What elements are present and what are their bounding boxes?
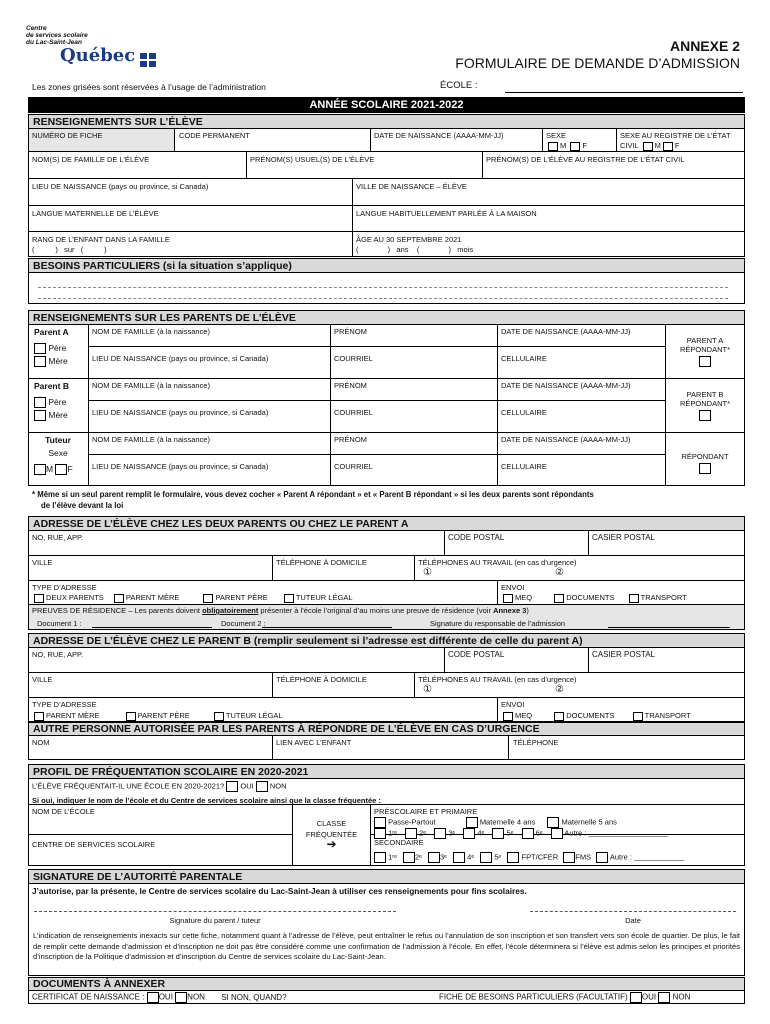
adresse-b-envoi-label: ENVOI xyxy=(501,700,525,709)
adresse-b-casier: CASIER POSTAL xyxy=(592,650,655,659)
adresse-a-type-group xyxy=(29,591,356,605)
lieu-naissance-label: LIEU DE NAISSANCE (pays ou province, si Canada) xyxy=(32,182,209,191)
p1-label: 1ʳᵉ xyxy=(388,828,397,838)
adresse-b-meq-checkbox[interactable] xyxy=(503,712,513,721)
s4-label: 4ᵉ xyxy=(467,852,475,862)
parent-a-pere-label: Père xyxy=(48,343,67,353)
parent-b-lieu-label: LIEU DE NAISSANCE (pays ou province, si Canada) xyxy=(92,408,269,417)
adresse-a-meq-label: MEQ xyxy=(515,593,533,602)
preuves-annexe: Annexe 3 xyxy=(493,606,527,615)
passe-partout-label: Passe-Partout xyxy=(388,817,436,827)
preuves-part1: PREUVES DE RÉSIDENCE – Les parents doivent xyxy=(32,606,203,615)
autre-primaire-checkbox[interactable] xyxy=(551,828,563,839)
adresse-b-documents-checkbox[interactable] xyxy=(554,712,564,721)
s1-label: 1ʳᵉ xyxy=(388,852,397,862)
adresse-b-code-postal: CODE POSTAL xyxy=(448,650,505,659)
adresse-b-pere-label: PARENT PÈRE xyxy=(137,711,190,720)
adresse-a-documents-checkbox[interactable] xyxy=(554,594,564,603)
preuves-part2: présenter à l’école l’original d’au moins une preuve de résidence (voir xyxy=(258,606,494,615)
mat4-label: Maternelle 4 ans xyxy=(479,817,536,827)
sexe-m-checkbox[interactable] xyxy=(548,142,558,151)
parent-a-repondant-checkbox[interactable] xyxy=(699,356,711,367)
tuteur-sexe-group xyxy=(31,462,76,477)
signature-autorise: J’autorise, par la présente, le Centre de services scolaire du Lac-Saint-Jean à utiliser ces renseignements pour fins scolaires. xyxy=(32,886,527,896)
sexe-registre-group xyxy=(617,129,745,153)
p5-checkbox[interactable] xyxy=(492,828,504,839)
autre-tel-label: TÉLÉPHONE xyxy=(513,738,559,747)
age-group xyxy=(353,233,476,257)
p2-label: 2ᵉ xyxy=(419,828,427,838)
tuteur-courriel-label: COURRIEL xyxy=(334,462,373,471)
profil-question-label: L’ÉLÈVE FRÉQUENTAIT-IL UNE ÉCOLE EN 2020-2021? xyxy=(32,781,225,791)
rang-group xyxy=(29,233,173,257)
documents-title: DOCUMENTS À ANNEXER xyxy=(28,977,745,991)
p6-label: 6ᵉ xyxy=(535,828,543,838)
fleurdelise-icon xyxy=(140,53,156,67)
certificat-non-checkbox[interactable] xyxy=(175,992,187,1003)
registre-f-label: F xyxy=(674,141,680,150)
adresse-b-c2: ② xyxy=(555,684,564,695)
adresse-a-tel-travail: TÉLÉPHONES AU TRAVAIL (en cas d’urgence) xyxy=(418,558,577,567)
parent-b-repondant-checkbox[interactable] xyxy=(699,410,711,421)
documents-row xyxy=(29,990,290,1005)
parent-b-date-label: DATE DE NAISSANCE (AAAA-MM-JJ) xyxy=(501,381,631,390)
adresse-a-documents-label: DOCUMENTS xyxy=(566,593,615,602)
org-name: Centre de services scolaire du Lac-Saint-Jean xyxy=(26,25,88,46)
parent-a-nom-label: NOM DE FAMILLE (à la naissance) xyxy=(92,327,210,336)
arrow-icon: ➔ xyxy=(326,837,337,851)
p4-label: 4ᵉ xyxy=(477,828,485,838)
tuteur-cellulaire-label: CELLULAIRE xyxy=(501,462,547,471)
profil-oui-label: OUI xyxy=(240,781,254,791)
adresse-b-type-group xyxy=(29,709,286,723)
adresse-b-documents-label: DOCUMENTS xyxy=(566,711,615,720)
s1-checkbox[interactable] xyxy=(374,852,386,863)
numero-fiche-field[interactable] xyxy=(29,129,174,151)
profil-title: PROFIL DE FRÉQUENTATION SCOLAIRE EN 2020-2021 xyxy=(28,764,745,779)
adresse-b-pere-checkbox[interactable] xyxy=(126,712,136,721)
profil-centre: CENTRE DE SERVICES SCOLAIRE xyxy=(32,840,156,849)
autre-lien-label: LIEN AVEC L’ENFANT xyxy=(276,738,352,747)
adresse-b-no-rue: NO, RUE, APP. xyxy=(32,650,84,659)
adresse-a-title: ADRESSE DE L’ÉLÈVE CHEZ LES DEUX PARENTS OU CHEZ LE PARENT A xyxy=(28,516,745,531)
parent-a-lieu-label: LIEU DE NAISSANCE (pays ou province, si Canada) xyxy=(92,354,269,363)
doc2-label: Document 2 : xyxy=(221,619,266,628)
preuves-oblig: obligatoirement xyxy=(202,606,259,615)
fiche-non-label: NON xyxy=(672,992,691,1002)
autre-title: AUTRE PERSONNE AUTORISÉE PAR LES PARENTS À RÉPONDRE DE L’ÉLÈVE EN CAS D’URGENCE xyxy=(28,722,745,736)
adresse-a-transport-checkbox[interactable] xyxy=(629,594,639,603)
parent-a-cellulaire-label: CELLULAIRE xyxy=(501,354,547,363)
besoins-box[interactable] xyxy=(28,272,745,304)
signature-date-label: Date xyxy=(625,916,641,925)
mat5-label: Maternelle 5 ans xyxy=(561,817,617,827)
parent-a-mere-checkbox[interactable] xyxy=(34,356,46,367)
parent-b-courriel-label: COURRIEL xyxy=(334,408,373,417)
parents-title: RENSEIGNEMENTS SUR LES PARENTS DE L’ÉLÈVE xyxy=(28,310,745,325)
p6-checkbox[interactable] xyxy=(522,828,534,839)
s4-checkbox[interactable] xyxy=(453,852,465,863)
numero-fiche-label: NUMÉRO DE FICHE xyxy=(32,131,103,140)
signature-indication: L’indication de renseignements inexacts sur cette fiche, notamment quant à l’adresse de l’élève, peut entraîner le refus ou l’annulation de son inscription et son transfert vers son école de quartier. De plus, le fait de remplir cette demande d’admission et d’inscription ne doit pas être considéré comme une confirmation de l’admission à l’école. En effet, l’école déterminera si l’élève est admis selon les principes et priorités d’inscription de la Politique d’admission et d’inscription du Centre de services scolaire du Lac-Saint-Jean. xyxy=(33,931,740,961)
tuteur-m-label: M xyxy=(46,463,54,474)
adresse-b-mere-checkbox[interactable] xyxy=(34,712,44,721)
tuteur-repondant-label: RÉPONDANT xyxy=(681,452,729,461)
s5-checkbox[interactable] xyxy=(480,852,492,863)
parent-b-label: Parent B xyxy=(34,381,69,391)
adresse-b-envoi-group xyxy=(498,709,694,723)
p5-label: 5ᵉ xyxy=(506,828,514,838)
adresse-b-c1: ① xyxy=(423,684,432,695)
profil-classe: CLASSE FRÉQUENTÉE xyxy=(305,819,358,839)
parent-b-repondant xyxy=(666,388,744,423)
adresse-b-mere-label: PARENT MÈRE xyxy=(46,711,100,720)
rang-label: RANG DE L’ENFANT DANS LA FAMILLE xyxy=(32,235,170,244)
sexe-m-label: M xyxy=(560,141,567,150)
adresse-b-title: ADRESSE DE L’ÉLÈVE CHEZ LE PARENT B (remplir seulement si l’adresse est différente de celle du parent A) xyxy=(28,633,745,648)
registre-f-checkbox[interactable] xyxy=(663,142,673,151)
s3-checkbox[interactable] xyxy=(428,852,440,863)
annexe-label: ANNEXE 2 xyxy=(669,38,740,54)
noms-famille-label: NOM(S) DE FAMILLE DE L’ÉLÈVE xyxy=(32,155,150,164)
profil-prescolaire: PRÉSCOLAIRE ET PRIMAIRE xyxy=(374,807,478,816)
adresse-a-casier: CASIER POSTAL xyxy=(592,533,655,542)
adresse-a-transport-label: TRANSPORT xyxy=(640,593,687,602)
parents-note-line2: de l’élève devant la loi xyxy=(41,501,124,510)
date-naissance-label: DATE DE NAISSANCE (AAAA-MM-JJ) xyxy=(374,131,504,140)
parent-b-cellulaire-label: CELLULAIRE xyxy=(501,408,547,417)
tuteur-lieu-label: LIEU DE NAISSANCE (pays ou province, si Canada) xyxy=(92,462,269,471)
s2-checkbox[interactable] xyxy=(403,852,415,863)
autre-secondaire-checkbox[interactable] xyxy=(596,852,608,863)
parent-b-mere-label: Mère xyxy=(48,410,68,420)
fiche-oui-label: OUI xyxy=(641,992,657,1002)
tuteur-prenom-label: PRÉNOM xyxy=(334,435,367,444)
adresse-b-ville: VILLE xyxy=(32,675,53,684)
signature-resp-label: Signature du responsable de l’admission xyxy=(430,619,566,628)
doc2-field[interactable] xyxy=(262,627,392,628)
langue-maternelle-label: LANGUE MATERNELLE DE L’ÉLÈVE xyxy=(32,209,159,218)
adresse-a-c1: ① xyxy=(423,567,432,578)
adresse-a-envoi-group xyxy=(498,591,690,605)
profil-non-checkbox[interactable] xyxy=(256,781,268,792)
parent-b-prenom-label: PRÉNOM xyxy=(334,381,367,390)
ecole-field[interactable] xyxy=(505,92,743,93)
parents-note xyxy=(32,489,747,511)
ville-naissance-label: VILLE DE NAISSANCE – ÉLÈVE xyxy=(356,182,467,191)
adresse-a-type-label: TYPE D’ADRESSE xyxy=(32,583,97,592)
adresse-a-tuteur-checkbox[interactable] xyxy=(284,594,294,603)
sexe-f-label: F xyxy=(582,141,587,150)
prenoms-usuels-label: PRÉNOM(S) USUEL(S) DE L’ÉLÈVE xyxy=(250,155,375,164)
certificat-non-label: NON xyxy=(187,992,205,1002)
parent-b-pere-label: Père xyxy=(48,397,67,407)
parent-a-repondant xyxy=(666,334,744,369)
tuteur-repondant xyxy=(666,450,744,476)
parent-b-mere-checkbox[interactable] xyxy=(34,410,46,421)
profil-non-label: NON xyxy=(269,781,287,791)
adresse-b-tel-travail: TÉLÉPHONES AU TRAVAIL (en cas d’urgence) xyxy=(418,675,577,684)
tuteur-nom-label: NOM DE FAMILLE (à la naissance) xyxy=(92,435,210,444)
adresse-a-meq-checkbox[interactable] xyxy=(503,594,513,603)
adresse-a-pere-checkbox[interactable] xyxy=(203,594,213,603)
parent-a-pere-checkbox[interactable] xyxy=(34,343,46,354)
parent-a-label: Parent A xyxy=(34,327,69,337)
parent-a-role xyxy=(31,340,71,370)
code-permanent-label: CODE PERMANENT xyxy=(179,131,250,140)
adresse-b-transport-checkbox[interactable] xyxy=(633,712,643,721)
s3-label: 3ᵉ xyxy=(440,852,447,862)
prenoms-registre-label: PRÉNOM(S) DE L’ÉLÈVE AU REGISTRE DE L’ÉTAT CIVIL xyxy=(486,155,685,164)
tuteur-f-label: F xyxy=(67,463,73,474)
eleve-title: RENSEIGNEMENTS SUR L’ÉLÈVE xyxy=(28,114,745,129)
certificat-oui-checkbox[interactable] xyxy=(147,992,159,1003)
rang-format[interactable]: ( ) sur ( ) xyxy=(32,245,107,254)
doc1-label: Document 1 : xyxy=(37,619,82,628)
certificat-label: CERTIFICAT DE NAISSANCE : xyxy=(32,992,145,1002)
adresse-a-tel-domicile: TÉLÉPHONE À DOMICILE xyxy=(276,558,367,567)
tuteur-date-label: DATE DE NAISSANCE (AAAA-MM-JJ) xyxy=(501,435,631,444)
adresse-b-tuteur-label: TUTEUR LÉGAL xyxy=(225,711,283,720)
tuteur-label: Tuteur xyxy=(45,435,71,445)
tuteur-sexe-label: Sexe xyxy=(48,448,68,458)
autre-nom-label: NOM xyxy=(32,738,50,747)
adresse-a-envoi-label: ENVOI xyxy=(501,583,525,592)
sexe-label: SEXE xyxy=(546,131,567,140)
adresse-a-deux-parents-checkbox[interactable] xyxy=(34,594,44,603)
quebec-logo xyxy=(60,45,156,67)
parent-a-date-label: DATE DE NAISSANCE (AAAA-MM-JJ) xyxy=(501,327,631,336)
signature-resp-field[interactable] xyxy=(608,627,730,628)
profil-question xyxy=(29,779,290,794)
preuves-text xyxy=(29,604,532,617)
doc1-field[interactable] xyxy=(92,627,212,628)
adresse-b-tel-domicile: TÉLÉPHONE À DOMICILE xyxy=(276,675,367,684)
sexe-group xyxy=(543,129,590,153)
signature-parent-field[interactable] xyxy=(34,911,396,912)
parent-a-prenom-label: PRÉNOM xyxy=(334,327,367,336)
autre-grid xyxy=(28,735,745,760)
certificat-oui-label: OUI xyxy=(158,992,173,1002)
form-title: FORMULAIRE DE DEMANDE D’ADMISSION xyxy=(455,55,740,71)
age-format[interactable]: ( ) ans ( ) mois xyxy=(356,245,474,254)
fms-label: FMS xyxy=(575,852,592,862)
tuteur-m-checkbox[interactable] xyxy=(34,464,46,475)
parent-a-repondant-label: PARENT A RÉPONDANT* xyxy=(679,336,730,354)
adresse-a-no-rue: NO, RUE, APP. xyxy=(32,533,84,542)
adresse-b-type-label: TYPE D’ADRESSE xyxy=(32,700,97,709)
adresse-a-mere-checkbox[interactable] xyxy=(114,594,124,603)
profil-oui-checkbox[interactable] xyxy=(226,781,238,792)
fpt-checkbox[interactable] xyxy=(507,852,519,863)
signature-title: SIGNATURE DE L’AUTORITÉ PARENTALE xyxy=(28,869,745,884)
parent-b-role xyxy=(31,394,71,424)
adresse-b-tuteur-checkbox[interactable] xyxy=(214,712,224,721)
autre-secondaire-label: Autre : ____________ xyxy=(609,852,685,862)
adresse-a-tuteur-label: TUTEUR LÉGAL xyxy=(295,593,353,602)
profil-secondaire: SECONDAIRE xyxy=(374,838,424,847)
p3-label: 3ᵉ xyxy=(448,828,456,838)
fms-checkbox[interactable] xyxy=(563,852,575,863)
gray-note: Les zones grisées sont réservées à l’usage de l’administration xyxy=(32,82,266,92)
ecole-label: ÉCOLE : xyxy=(440,80,478,91)
profil-secondaire-row xyxy=(371,850,687,865)
si-non-label: SI NON, QUAND? xyxy=(221,992,287,1002)
langue-maison-label: LANGUE HABITUELLEMENT PARLÉE À LA MAISON xyxy=(356,209,537,218)
p4-checkbox[interactable] xyxy=(463,828,475,839)
tuteur-repondant-checkbox[interactable] xyxy=(699,463,711,474)
adresse-a-code-postal: CODE POSTAL xyxy=(448,533,505,542)
adresse-b-meq-label: MEQ xyxy=(515,711,533,720)
s2-label: 2ᵉ xyxy=(414,852,422,862)
parents-note-line1: * Même si un seul parent remplit le formulaire, vous devez cocher « Parent A répondant » et « Parent B répondant » si les deux parents sont répondants xyxy=(32,490,594,499)
adresse-a-mere-label: PARENT MÈRE xyxy=(125,593,180,602)
fpt-label: FPT/CFER xyxy=(521,852,559,862)
registre-m-checkbox[interactable] xyxy=(643,142,653,151)
besoins-title: BESOINS PARTICULIERS (si la situation s’applique) xyxy=(28,258,745,273)
profil-nom-ecole: NOM DE L’ÉCOLE xyxy=(32,807,95,816)
adresse-a-c2: ② xyxy=(555,567,564,578)
fiche-besoins-label: FICHE DE BESOINS PARTICULIERS (FACULTATIF) xyxy=(439,992,628,1002)
documents-fiche-row xyxy=(436,990,693,1005)
registre-m-label: M xyxy=(654,141,661,150)
parent-a-courriel-label: COURRIEL xyxy=(334,354,373,363)
profil-si-oui: Si oui, indiquer le nom de l’école et du Centre de services scolaire ainsi que la classe fréquentée : xyxy=(32,796,381,805)
adresse-a-pere-label: PARENT PÈRE xyxy=(215,593,268,602)
adresse-a-deux-parents-label: DEUX PARENTS xyxy=(46,593,104,602)
sexe-f-checkbox[interactable] xyxy=(570,142,580,151)
year-bar: ANNÉE SCOLAIRE 2021-2022 xyxy=(28,97,745,113)
tuteur-f-checkbox[interactable] xyxy=(55,464,67,475)
parent-b-repondant-label: PARENT B RÉPONDANT* xyxy=(679,390,730,408)
sexe-registre-label: SEXE AU REGISTRE DE L’ÉTAT CIVIL xyxy=(620,131,731,150)
adresse-b-transport-label: TRANSPORT xyxy=(644,711,691,720)
fiche-non-checkbox[interactable] xyxy=(658,992,670,1003)
autre-primaire-label: Autre : ___________________ xyxy=(564,828,668,838)
parent-b-nom-label: NOM DE FAMILLE (à la naissance) xyxy=(92,381,210,390)
parent-a-mere-label: Mère xyxy=(48,356,68,366)
signature-date-field[interactable] xyxy=(530,911,736,912)
fiche-oui-checkbox[interactable] xyxy=(630,992,642,1003)
p3-checkbox[interactable] xyxy=(434,828,446,839)
age-label: ÂGE AU 30 SEPTEMBRE 2021 xyxy=(356,235,462,244)
s5-label: 5ᵉ xyxy=(494,852,502,862)
parent-b-pere-checkbox[interactable] xyxy=(34,397,46,408)
signature-parent-label: Signature du parent / tuteur xyxy=(169,916,261,925)
quebec-wordmark: Québec xyxy=(60,45,136,66)
preuves-part3: ) xyxy=(526,606,529,615)
adresse-a-ville: VILLE xyxy=(32,558,53,567)
